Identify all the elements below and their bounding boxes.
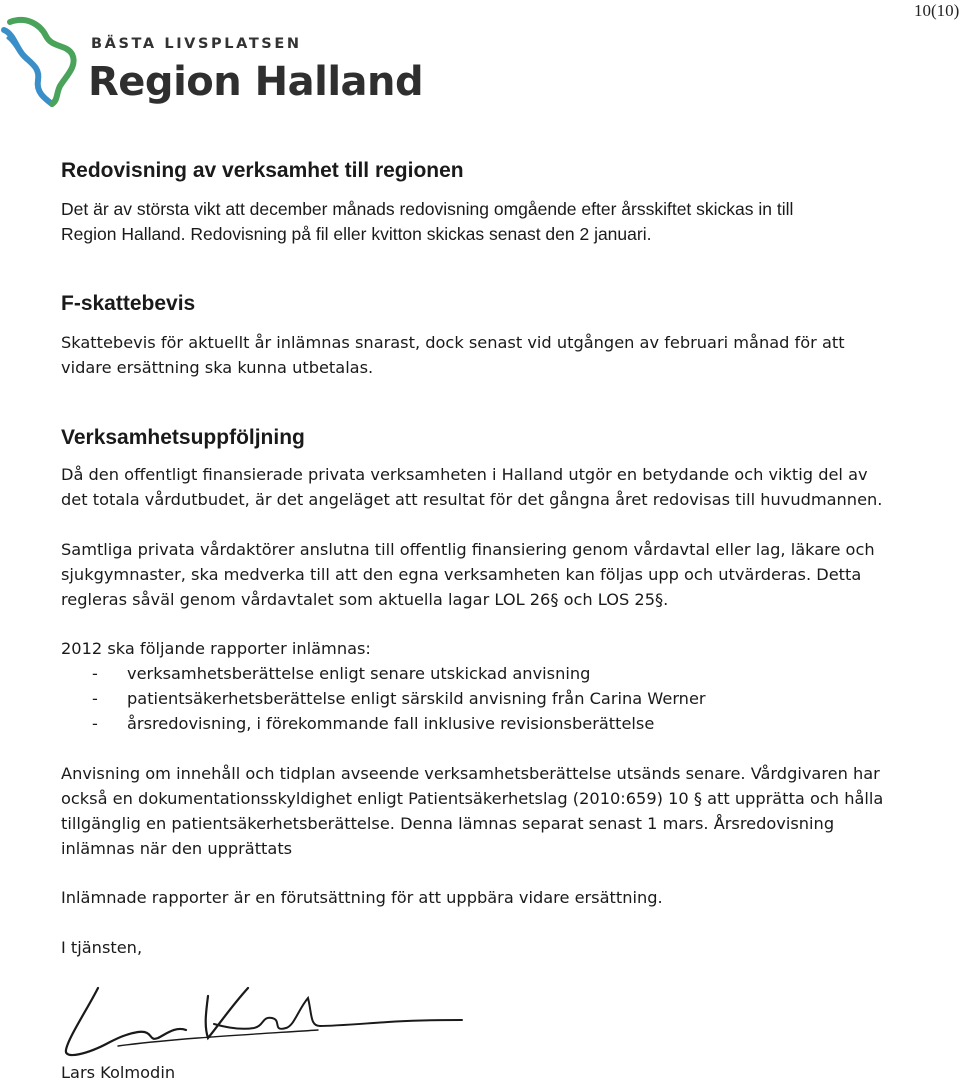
handwritten-signature: [58, 968, 468, 1063]
signatory-name: Lars Kolmodin: [61, 1063, 176, 1080]
list-dash: -: [92, 664, 98, 683]
para1-line-1: Då den offentligt finansierade privata verksamheten i Halland utgör en betydande och viktig del av: [61, 465, 868, 484]
page-number: 10(10): [914, 1, 960, 20]
redovisning-line-2: Region Halland. Redovisning på fil eller kvitton skickas senast den 2 januari.: [61, 224, 652, 244]
para2-line-2: sjukgymnaster, ska medverka till att den egna verksamheten kan följas upp och utvärderas. Detta: [61, 565, 862, 584]
para4: Inlämnade rapporter är en förutsättning för att uppbära vidare ersättning.: [61, 888, 663, 907]
fskatt-line-2: vidare ersättning ska kunna utbetalas.: [61, 358, 374, 377]
list-dash: -: [92, 689, 98, 708]
list-item-text: årsredovisning, i förekommande fall inklusive revisionsberättelse: [127, 714, 655, 733]
para1-line-2: det totala vårdutbudet, är det angeläget att resultat för det gångna året redovisas till huvudmannen.: [61, 490, 883, 509]
coastline-logo-icon: [0, 14, 90, 114]
region-halland-logo: [0, 14, 424, 114]
list-dash: -: [92, 714, 98, 733]
list-intro: 2012 ska följande rapporter inlämnas:: [61, 639, 371, 658]
para3-line-4: inlämnas när den upprättats: [61, 839, 293, 858]
para2-line-1: Samtliga privata vårdaktörer anslutna till offentlig finansiering genom vårdavtal eller lag, läkare och: [61, 540, 875, 559]
heading-verksamhetsuppfoljning: Verksamhetsuppföljning: [61, 426, 305, 449]
para2-line-3: regleras såväl genom vårdavtalet som aktuella lagar LOL 26§ och LOS 25§.: [61, 590, 669, 609]
closing-greeting: I tjänsten,: [61, 938, 143, 957]
para3-line-1: Anvisning om innehåll och tidplan avseende verksamhetsberättelse utsänds senare. Vårdgivaren har: [61, 764, 880, 783]
para3-line-2: också en dokumentationsskyldighet enligt Patientsäkerhetslag (2010:659) 10 § att upprätta och hålla: [61, 789, 884, 808]
list-item-text: verksamhetsberättelse enligt senare utskickad anvisning: [127, 664, 591, 683]
para3-line-3: tillgänglig en patientsäkerhetsberättelse. Denna lämnas separat senast 1 mars. Årsredovisning: [61, 814, 835, 833]
heading-f-skattebevis: F-skattebevis: [61, 292, 196, 315]
logo-tagline: BÄSTA LIVSPLATSEN: [91, 36, 302, 52]
fskatt-line-1: Skattebevis för aktuellt år inlämnas snarast, dock senast vid utgången av februari månad för att: [61, 333, 845, 352]
redovisning-line-1: Det är av största vikt att december månads redovisning omgående efter årsskiftet skickas in till: [61, 199, 794, 219]
heading-redovisning: Redovisning av verksamhet till regionen: [61, 159, 464, 182]
logo-name: Region Halland: [88, 59, 424, 105]
list-item-text: patientsäkerhetsberättelse enligt särskild anvisning från Carina Werner: [127, 689, 706, 708]
